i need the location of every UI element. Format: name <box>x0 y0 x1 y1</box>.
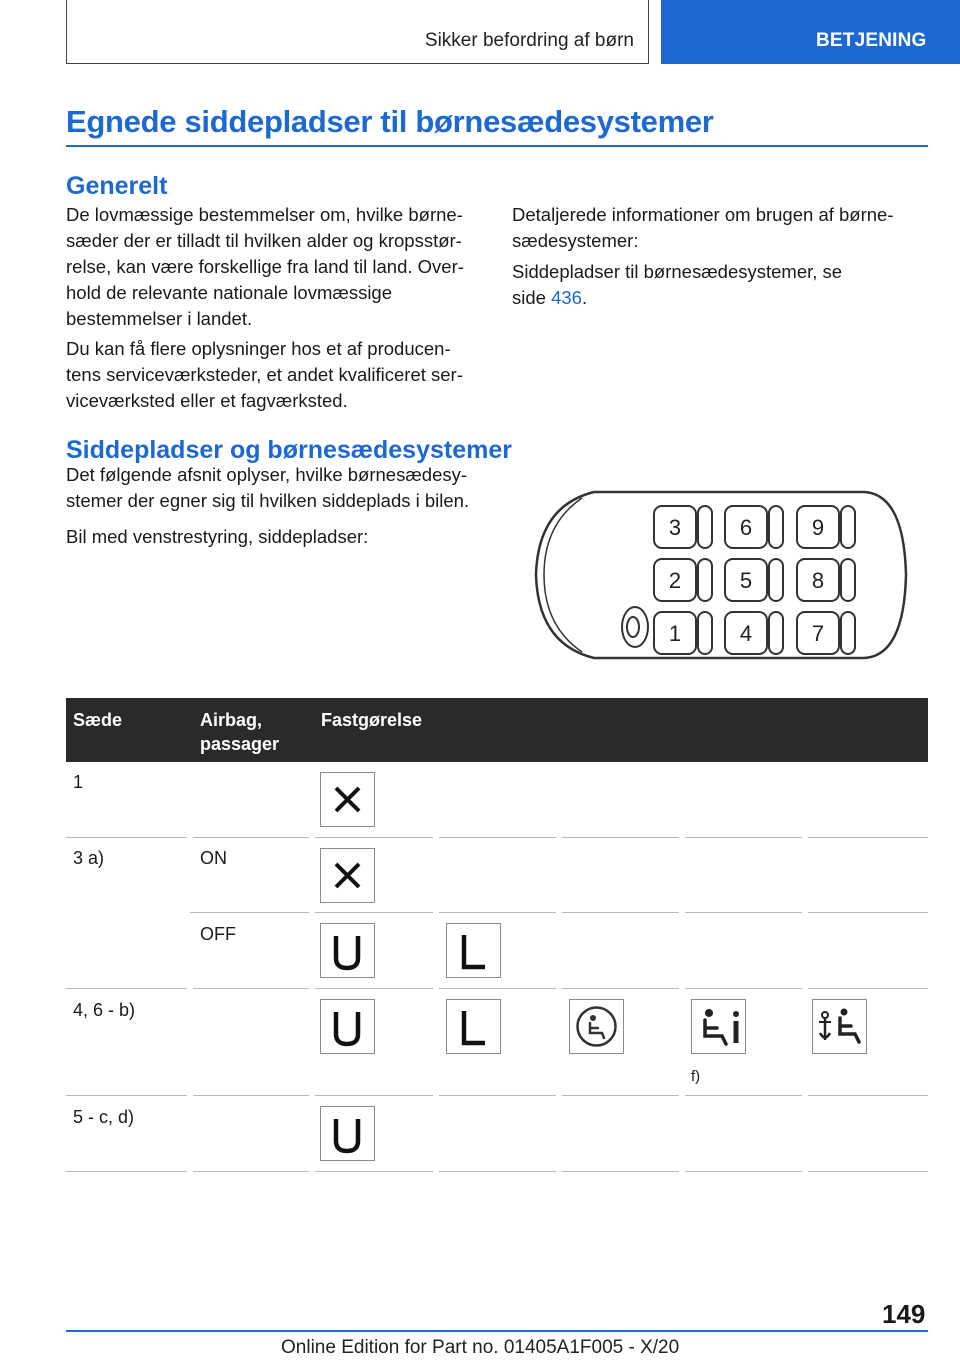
ref-prefix: side <box>512 287 552 308</box>
text-line: relse, kan være forskellige fra land til land. Over- <box>66 256 464 277</box>
column-gap <box>433 1171 439 1172</box>
not-permitted-icon <box>320 772 375 827</box>
airbag-cell: OFF <box>200 924 236 944</box>
seat-number: 3 <box>668 515 682 540</box>
page-title: Egnede siddepladser til børnesædesystemer <box>66 104 714 139</box>
text-line: Det følgende afsnit oplyser, hvilke børnesædesy- <box>66 464 468 485</box>
seat-cell: 4, 6 - b) <box>73 1000 136 1020</box>
generelt-paragraph-right <box>512 202 932 254</box>
text-line: viceværksted eller et fagværksted. <box>66 390 348 411</box>
seat-cell: 3 a) <box>73 848 105 868</box>
top-tether-icon <box>812 999 867 1054</box>
column-gap <box>556 912 562 913</box>
column-gap <box>556 988 562 989</box>
header-tab[interactable] <box>661 0 960 64</box>
seat-number: 2 <box>668 568 682 593</box>
seat-diagram-graphic <box>534 484 910 666</box>
generelt-heading: Generelt <box>66 172 168 200</box>
row-divider <box>66 988 928 989</box>
page-number: 149 <box>882 1299 926 1329</box>
column-gap <box>187 1095 193 1096</box>
seat-9 <box>797 506 855 548</box>
universal-icon <box>320 923 375 978</box>
seat-7 <box>797 612 855 654</box>
text-line: Du kan få flere oplysninger hos et af producen- <box>66 338 451 359</box>
siddepladser-paragraph <box>66 462 506 514</box>
footer-edition-text: Online Edition for Part no. 01405A1F005 - X/20 <box>281 1337 680 1358</box>
header-tab-label: BETJENING <box>816 30 927 51</box>
header-airbag <box>200 708 279 756</box>
text-line: tens serviceværksteder, et andet kvalificeret ser- <box>66 364 463 385</box>
column-gap <box>309 837 315 838</box>
table-header <box>66 698 928 762</box>
seat-cell: 1 <box>73 772 84 792</box>
seat-6 <box>725 506 783 548</box>
isofix-icon <box>569 999 624 1054</box>
text-line: sædesystemer: <box>512 230 639 251</box>
seat-5 <box>725 559 783 601</box>
column-gap <box>309 1171 315 1172</box>
text-line: Detaljerede informationer om brugen af børne- <box>512 204 894 225</box>
text-line: Siddepladser til børnesædesystemer, se <box>512 261 843 282</box>
seat-number: 4 <box>739 621 753 646</box>
text-line <box>512 285 932 311</box>
column-gap <box>309 1095 315 1096</box>
column-gap <box>679 912 685 913</box>
seat-diagram-caption: Bil med venstrestyring, siddepladser: <box>66 526 369 547</box>
column-gap <box>679 837 685 838</box>
column-gap <box>309 912 315 913</box>
column-gap <box>309 988 315 989</box>
column-gap <box>187 1171 193 1172</box>
column-gap <box>802 988 808 989</box>
column-gap <box>187 988 193 989</box>
column-gap <box>802 912 808 913</box>
footnote-marker: f) <box>691 1068 701 1085</box>
header-airbag-line: passager <box>200 734 280 754</box>
not-permitted-icon <box>320 848 375 903</box>
seat-4 <box>725 612 783 654</box>
column-gap <box>802 837 808 838</box>
column-gap <box>802 1095 808 1096</box>
semi-universal-icon <box>446 923 501 978</box>
seat-number: 5 <box>739 568 753 593</box>
seat-8 <box>797 559 855 601</box>
column-gap <box>433 988 439 989</box>
generelt-paragraph-2 <box>66 336 496 414</box>
column-gap <box>556 1171 562 1172</box>
row-divider <box>66 1095 928 1096</box>
column-gap <box>679 1171 685 1172</box>
column-gap <box>679 988 685 989</box>
ref-suffix: . <box>581 287 588 308</box>
seat-number: 1 <box>668 621 682 646</box>
isize-icon <box>691 999 746 1054</box>
column-gap <box>433 1095 439 1096</box>
generelt-reference <box>512 259 932 311</box>
airbag-cell: ON <box>200 848 227 868</box>
seat-2 <box>654 559 712 601</box>
text-line: De lovmæssige bestemmelser om, hvilke børne- <box>66 204 463 225</box>
text-line: hold de relevante nationale lovmæssige <box>66 282 393 303</box>
title-divider <box>66 145 928 147</box>
universal-icon <box>320 1106 375 1161</box>
text-line: sæder der er tilladt til hvilken alder og kropsstør- <box>66 230 462 251</box>
header-fastening: Fastgørelse <box>321 710 423 730</box>
siddepladser-heading: Siddepladser og børnesædesystemer <box>66 436 512 464</box>
column-gap <box>187 837 193 838</box>
car-outline <box>536 492 906 658</box>
column-gap <box>433 837 439 838</box>
header-section-box <box>66 0 649 64</box>
header-seat: Sæde <box>73 710 123 730</box>
universal-icon <box>320 999 375 1054</box>
header-airbag-line: Airbag, <box>200 710 263 730</box>
seat-1 <box>654 612 712 654</box>
seat-diagram <box>534 484 910 666</box>
column-gap <box>802 1171 808 1172</box>
page-reference-link[interactable]: 436 <box>551 287 582 308</box>
footer-divider <box>66 1330 928 1332</box>
column-gap <box>556 1095 562 1096</box>
row-divider <box>66 1171 928 1172</box>
seat-3 <box>654 506 712 548</box>
seat-number: 9 <box>811 515 825 540</box>
seat-number: 6 <box>739 515 753 540</box>
column-gap <box>433 912 439 913</box>
steering-wheel-icon <box>622 607 648 647</box>
seat-number: 7 <box>811 621 825 646</box>
row-divider <box>66 837 928 838</box>
seat-number: 8 <box>811 568 825 593</box>
text-line: stemer der egner sig til hvilken siddeplads i bilen. <box>66 490 470 511</box>
column-gap <box>679 1095 685 1096</box>
generelt-paragraph-1 <box>66 202 496 332</box>
seat-cell: 5 - c, d) <box>73 1107 135 1127</box>
column-gap <box>556 837 562 838</box>
header-section-title: Sikker befordring af børn <box>424 30 634 51</box>
semi-universal-icon <box>446 999 501 1054</box>
text-line: bestemmelser i landet. <box>66 308 253 329</box>
